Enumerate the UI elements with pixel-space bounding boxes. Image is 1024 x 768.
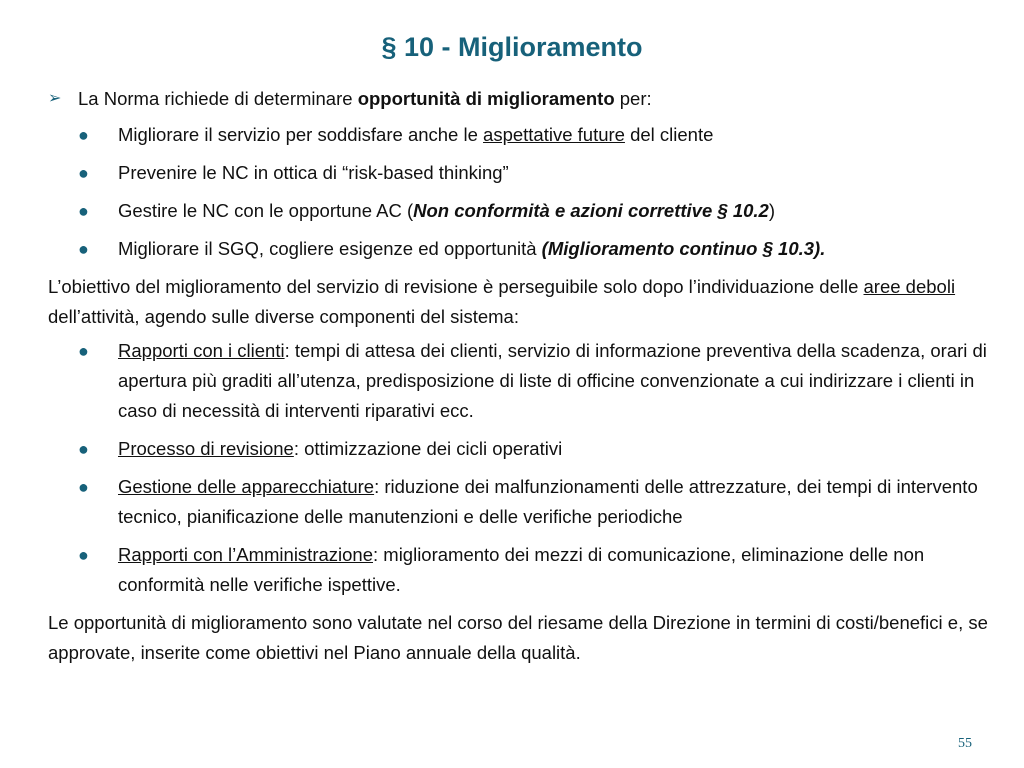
list-item: ● Migliorare il servizio per soddisfare anche le aspettative future del cliente: [48, 120, 988, 150]
list-item: ● Gestire le NC con le opportune AC (Non conformità e azioni correttive § 10.2): [48, 196, 988, 226]
bullet-icon: ●: [78, 341, 89, 361]
paragraph-conclusion: Le opportunità di miglioramento sono valutate nel corso del riesame della Direzione in termini di costi/benefici e, se approvate, inserite come obiettivi nel Piano annuale della qualità.: [48, 612, 988, 663]
list-item: ● Gestione delle apparecchiature: riduzione dei malfunzionamenti delle attrezzature, dei tempi di intervento tecnico, pianificazione delle manutenzioni e delle verifiche periodiche: [48, 472, 988, 532]
bullet-icon: ●: [78, 239, 89, 259]
list-item: ● Prevenire le NC in ottica di “risk-based thinking”: [48, 158, 988, 188]
page-title: § 10 - Miglioramento: [381, 32, 643, 62]
bullet-icon: ●: [78, 545, 89, 565]
bullet-icon: ●: [78, 439, 89, 459]
bullet-icon: ●: [78, 477, 89, 497]
page-number: 55: [958, 736, 972, 751]
slide-content: [48, 84, 988, 672]
arrow-bullet-icon: ➢: [48, 90, 62, 107]
intro-line: ➢ La Norma richiede di determinare opportunità di miglioramento per:: [48, 84, 988, 114]
list-item: ● Rapporti con i clienti: tempi di attesa dei clienti, servizio di informazione preventiva della scadenza, orari di apertura più graditi all’utenza, predisposizione di liste di officine convenzionate a cui indirizzare i clienti in caso di necessità di interventi riparativi ecc.: [48, 336, 988, 426]
bullet-icon: ●: [78, 163, 89, 183]
paragraph-objective: L’obiettivo del miglioramento del servizio di revisione è perseguibile solo dopo l’individuazione delle aree deboli dell’attività, agendo sulle diverse componenti del sistema:: [48, 276, 956, 327]
bullet-icon: ●: [78, 125, 89, 145]
list-item: ● Processo di revisione: ottimizzazione dei cicli operativi: [48, 434, 988, 464]
bullet-icon: ●: [78, 201, 89, 221]
list-item: ● Migliorare il SGQ, cogliere esigenze ed opportunità (Miglioramento continuo § 10.3).: [48, 234, 988, 264]
list-item: ● Rapporti con l’Amministrazione: miglioramento dei mezzi di comunicazione, eliminazione delle non conformità nelle verifiche ispettive.: [48, 540, 988, 600]
